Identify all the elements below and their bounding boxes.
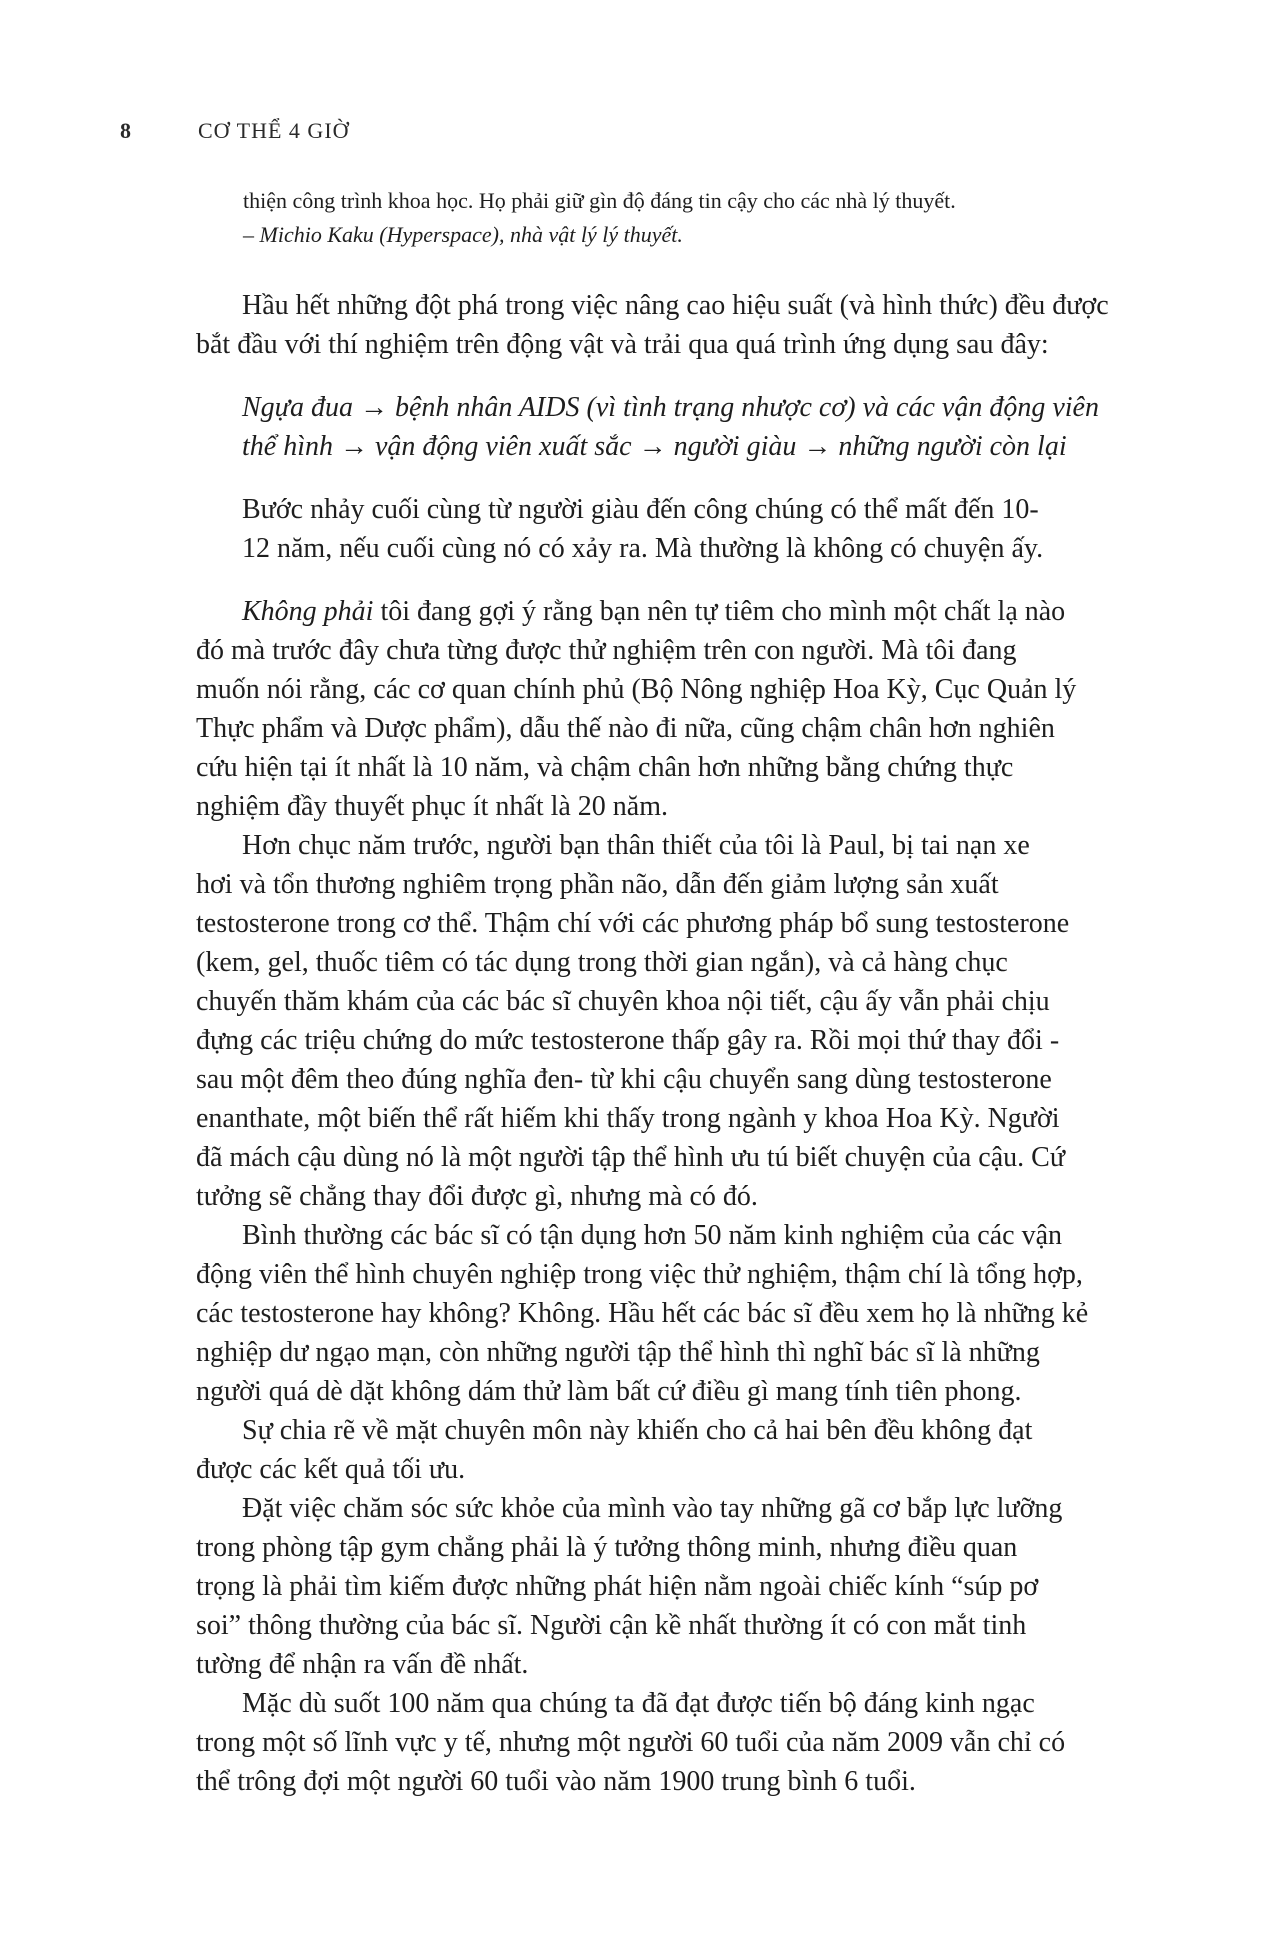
text-line: trọng là phải tìm kiếm được những phát hiện nằm ngoài chiếc kính “súp pơ xyxy=(196,1571,1039,1602)
paragraph-7 xyxy=(196,1684,1096,1801)
text-line: nghiệp dư ngạo mạn, còn những người tập thể hình thì nghĩ bác sĩ là những xyxy=(196,1337,1040,1368)
text-line: Mặc dù suốt 100 năm qua chúng ta đã đạt được tiến bộ đáng kinh ngạc xyxy=(242,1688,1035,1719)
text-line: được các kết quả tối ưu. xyxy=(196,1454,466,1485)
text-line: bắt đầu với thí nghiệm trên động vật và trải qua quá trình ứng dụng sau đây: xyxy=(196,329,1049,360)
epigraph xyxy=(243,184,1123,252)
text-line: Ngựa đua → bệnh nhân AIDS (vì tình trạng nhược cơ) và các vận động viên xyxy=(242,392,1099,423)
text-line: hơi và tổn thương nghiêm trọng phần não, dẫn đến giảm lượng sản xuất xyxy=(196,869,999,900)
text-line: tường để nhận ra vấn đề nhất. xyxy=(196,1649,529,1680)
page-number: 8 xyxy=(120,118,132,143)
main-text xyxy=(196,286,1109,1801)
text-line: sau một đêm theo đúng nghĩa đen- từ khi cậu chuyển sang dùng testosterone xyxy=(196,1064,1052,1095)
text-line xyxy=(196,592,1096,631)
epigraph-text: thiện công trình khoa học. Họ phải giữ gìn độ đáng tin cậy cho các nhà lý thuyết. xyxy=(243,188,956,213)
text-line: 12 năm, nếu cuối cùng nó có xảy ra. Mà thường là không có chuyện ấy. xyxy=(242,533,1044,564)
text-line: trong phòng tập gym chẳng phải là ý tưởng thông minh, nhưng điều quan xyxy=(196,1532,1018,1563)
text-line: Hơn chục năm trước, người bạn thân thiết của tôi là Paul, bị tai nạn xe xyxy=(242,830,1030,861)
paragraph-1 xyxy=(196,286,1109,364)
text-line: chuyến thăm khám của các bác sĩ chuyên khoa nội tiết, cậu ấy vẫn phải chịu xyxy=(196,986,1050,1017)
text-line: thể trông đợi một người 60 tuổi vào năm 1900 trung bình 6 tuổi. xyxy=(196,1766,916,1797)
text-line: Sự chia rẽ về mặt chuyên môn này khiến cho cả hai bên đều không đạt xyxy=(242,1415,1033,1446)
text-line: cứu hiện tại ít nhất là 10 năm, và chậm chân hơn những bằng chứng thực xyxy=(196,752,1014,783)
text-span: tôi đang gợi ý rằng bạn nên tự tiêm cho mình một chất lạ nào xyxy=(373,596,1066,627)
indented-block xyxy=(196,490,1096,568)
book-title: CƠ THỂ 4 GIỜ xyxy=(198,118,350,143)
paragraph-5 xyxy=(196,1411,1096,1489)
running-header xyxy=(120,118,350,144)
text-line: trong một số lĩnh vực y tế, nhưng một người 60 tuổi của năm 2009 vẫn chỉ có xyxy=(196,1727,1066,1758)
text-line: (kem, gel, thuốc tiêm có tác dụng trong thời gian ngắn), và cả hàng chục xyxy=(196,947,1008,978)
text-line: tưởng sẽ chẳng thay đổi được gì, nhưng mà có đó. xyxy=(196,1181,758,1212)
text-line: soi” thông thường của bác sĩ. Người cận kề nhất thường ít có con mắt tinh xyxy=(196,1610,1027,1641)
quoted-sequence xyxy=(196,388,1099,466)
text-line: động viên thể hình chuyên nghiệp trong việc thử nghiệm, thậm chí là tổng hợp, xyxy=(196,1259,1083,1290)
text-line: Hầu hết những đột phá trong việc nâng cao hiệu suất (và hình thức) đều được xyxy=(242,290,1109,321)
text-line: testosterone trong cơ thể. Thậm chí với các phương pháp bổ sung testosterone xyxy=(196,908,1070,939)
paragraph-2 xyxy=(196,592,1096,826)
text-line: thể hình → vận động viên xuất sắc → người giàu → những người còn lại xyxy=(242,431,1067,462)
text-line: đó mà trước đây chưa từng được thử nghiệm trên con người. Mà tôi đang xyxy=(196,635,1017,666)
text-line: người quá dè dặt không dám thử làm bất cứ điều gì mang tính tiên phong. xyxy=(196,1376,1022,1407)
text-line: nghiệm đầy thuyết phục ít nhất là 20 năm. xyxy=(196,791,669,822)
paragraph-6 xyxy=(196,1489,1096,1684)
text-line: các testosterone hay không? Không. Hầu hết các bác sĩ đều xem họ là những kẻ xyxy=(196,1298,1089,1329)
paragraph-4 xyxy=(196,1216,1096,1411)
text-line: muốn nói rằng, các cơ quan chính phủ (Bộ Nông nghiệp Hoa Kỳ, Cục Quản lý xyxy=(196,674,1077,705)
text-line: Bước nhảy cuối cùng từ người giàu đến công chúng có thể mất đến 10- xyxy=(242,494,1039,525)
emphasis-text: Không phải xyxy=(242,596,374,627)
text-line: Bình thường các bác sĩ có tận dụng hơn 50 năm kinh nghiệm của các vận xyxy=(242,1220,1063,1251)
paragraph-3 xyxy=(196,826,1096,1216)
text-line: Thực phẩm và Dược phẩm), dẫu thế nào đi nữa, cũng chậm chân hơn nghiên xyxy=(196,713,1055,744)
text-line: Đặt việc chăm sóc sức khỏe của mình vào tay những gã cơ bắp lực lưỡng xyxy=(242,1493,1063,1524)
text-line: đã mách cậu dùng nó là một người tập thể hình ưu tú biết chuyện của cậu. Cứ xyxy=(196,1142,1065,1173)
epigraph-attribution: – Michio Kaku (Hyperspace), nhà vật lý lý thuyết. xyxy=(243,222,683,247)
text-line: enanthate, một biến thể rất hiếm khi thấy trong ngành y khoa Hoa Kỳ. Người xyxy=(196,1103,1060,1134)
text-line: đựng các triệu chứng do mức testosterone thấp gây ra. Rồi mọi thứ thay đổi - xyxy=(196,1025,1060,1056)
